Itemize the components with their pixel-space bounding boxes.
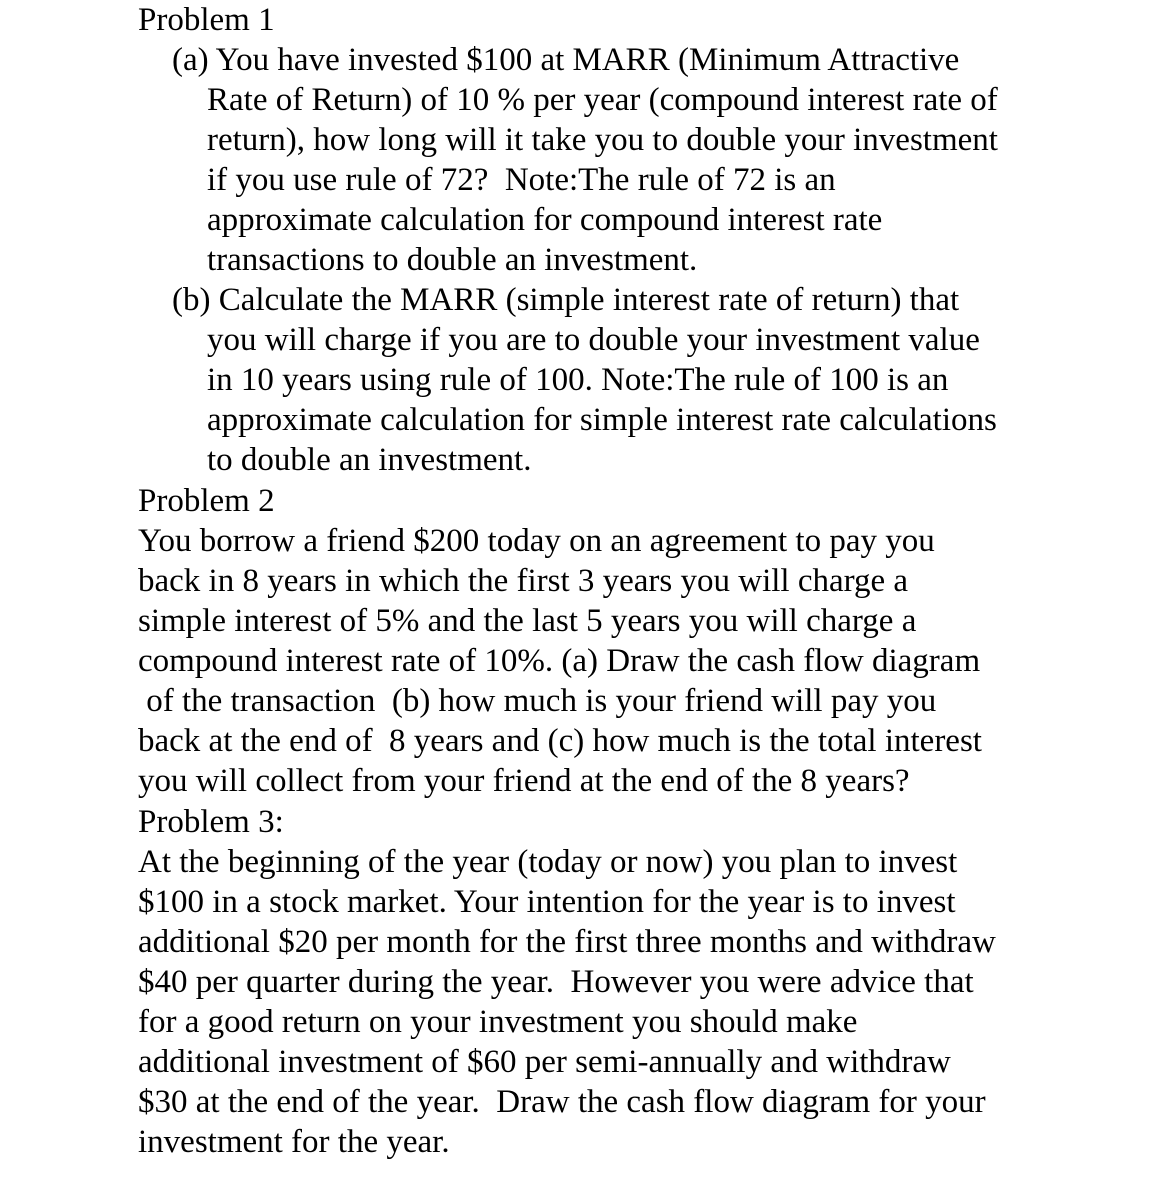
problem-3-line-4: $40 per quarter during the year. However you were advice that	[138, 964, 974, 1000]
problem-2-line-3: simple interest of 5% and the last 5 years you will charge a	[138, 603, 917, 639]
problem-3-line-3: additional $20 per month for the first three months and withdraw	[138, 924, 996, 960]
problem-2-heading: Problem 2	[138, 483, 275, 519]
problem-2-line-5: of the transaction (b) how much is your friend will pay you	[138, 683, 937, 719]
problem-3-line-8: investment for the year.	[138, 1124, 450, 1160]
problem-3-line-2: $100 in a stock market. Your intention for the year is to invest	[138, 884, 956, 920]
problem-1b-line-3: in 10 years using rule of 100. Note:The rule of 100 is an	[207, 362, 949, 398]
problem-1a-line-4: if you use rule of 72? Note:The rule of 72 is an	[207, 162, 836, 198]
problem-1b-line-5: to double an investment.	[207, 442, 532, 478]
problem-2-line-1: You borrow a friend $200 today on an agreement to pay you	[138, 523, 935, 559]
problem-2-line-7: you will collect from your friend at the end of the 8 years?	[138, 763, 910, 799]
problem-3-heading: Problem 3:	[138, 804, 284, 840]
problem-3-line-7: $30 at the end of the year. Draw the cash flow diagram for your	[138, 1084, 986, 1120]
problem-2-line-2: back in 8 years in which the first 3 years you will charge a	[138, 563, 909, 599]
problem-1a-line-6: transactions to double an investment.	[207, 242, 698, 278]
problem-2-line-4: compound interest rate of 10%. (a) Draw the cash flow diagram	[138, 643, 981, 679]
problem-1a-line-1: (a) You have invested $100 at MARR (Minimum Attractive	[172, 42, 960, 78]
problem-1b-line-4: approximate calculation for simple interest rate calculations	[207, 402, 997, 438]
problem-3-line-6: additional investment of $60 per semi-annually and withdraw	[138, 1044, 951, 1080]
problem-1b-line-2: you will charge if you are to double your investment value	[207, 322, 980, 358]
problem-1a-line-2: Rate of Return) of 10 % per year (compound interest rate of	[207, 82, 998, 118]
problem-1a-line-3: return), how long will it take you to double your investment	[207, 122, 998, 158]
problem-3-line-5: for a good return on your investment you should make	[138, 1004, 858, 1040]
problem-2-line-6: back at the end of 8 years and (c) how much is the total interest	[138, 723, 982, 759]
problem-1a-line-5: approximate calculation for compound interest rate	[207, 202, 883, 238]
problem-3-line-1: At the beginning of the year (today or now) you plan to invest	[138, 844, 958, 880]
problem-1b-line-1: (b) Calculate the MARR (simple interest rate of return) that	[172, 282, 960, 318]
problem-1-heading: Problem 1	[138, 2, 275, 38]
